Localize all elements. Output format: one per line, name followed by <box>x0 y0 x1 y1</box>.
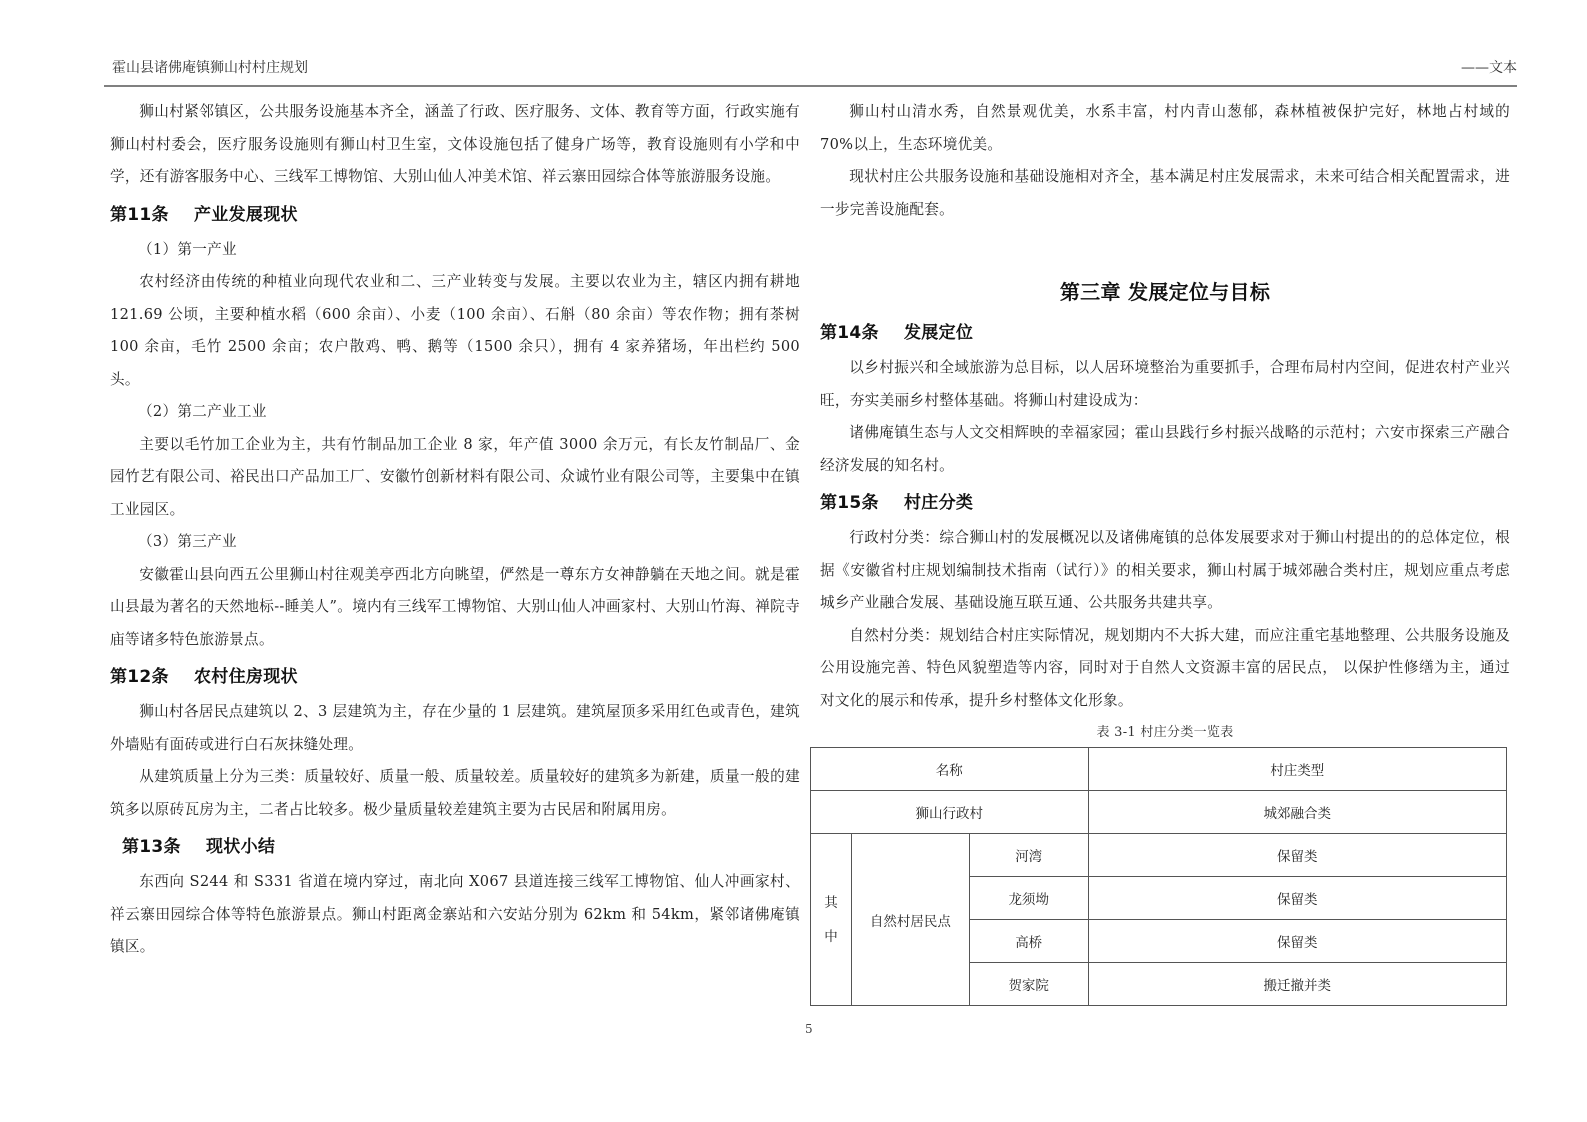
article-number: 第12条 <box>110 667 169 687</box>
table-header-row <box>811 748 1507 791</box>
article-title: 现状小结 <box>206 837 276 857</box>
paragraph: 以乡村振兴和全域旅游为总目标，以人居环境整治为重要抓手，合理布局村内空间，促进农村产业兴旺，夯实美丽乡村整体基础。将狮山村建设成为： <box>820 359 1510 409</box>
table-row <box>811 834 1507 877</box>
paragraph: 狮山村山清水秀，自然景观优美，水系丰富，村内青山葱郁，森林植被保护完好，林地占村域的 70%以上，生态环境优美。 <box>820 103 1510 153</box>
table-cell-type: 保留类 <box>1088 834 1506 877</box>
paragraph: 现状村庄公共服务设施和基础设施相对齐全，基本满足村庄发展需求，未来可结合相关配置需求，进一步完善设施配套。 <box>820 168 1510 218</box>
article-number: 第13条 <box>122 837 181 857</box>
table-caption: 表 3-1 村庄分类一览表 <box>1096 725 1234 740</box>
article-13-heading <box>110 830 800 864</box>
article-title: 农村住房现状 <box>194 667 298 687</box>
article-title: 发展定位 <box>904 323 974 343</box>
subheading-tertiary-industry: （3）第三产业 <box>138 533 237 550</box>
paragraph: 诸佛庵镇生态与人文交相辉映的幸福家园；霍山县践行乡村振兴战略的示范村；六安市探索三产融合经济发展的知名村。 <box>820 424 1510 474</box>
article-number: 第15条 <box>820 493 879 513</box>
table-cell-name: 高桥 <box>969 920 1088 963</box>
paragraph: 东西向 S244 和 S331 省道在境内穿过，南北向 X067 县道连接三线军工博物馆、仙人冲画家村、祥云寨田园综合体等特色旅游景点。狮山村距离金寨站和六安站分别为 62km 和 54km，紧邻诸佛庵镇镇区。 <box>110 873 800 955</box>
article-title: 产业发展现状 <box>194 204 298 225</box>
paragraph: 安徽霍山县向西五公里狮山村往观美亭西北方向眺望，俨然是一尊东方女神静躺在天地之间。就是霍山县最为著名的天然地标--睡美人”。境内有三线军工博物馆、大别山仙人冲画家村、大别山竹海、禅院寺庙等诸多特色旅游景点。 <box>110 565 800 648</box>
intro-paragraph: 狮山村紧邻镇区，公共服务设施基本齐全，涵盖了行政、医疗服务、文体、教育等方面，行政实施有狮山村村委会，医疗服务设施则有狮山村卫生室，文体设施包括了健身广场等，教育设施则有小学和中学，还有游客服务中心、三线军工博物馆、大别山仙人冲美术馆、祥云寨田园综合体等旅游服务设施。 <box>110 103 800 185</box>
subheading-secondary-industry: （2）第二产业工业 <box>138 403 267 420</box>
table-cell-name: 河湾 <box>969 834 1088 877</box>
table-cell-name: 贺家院 <box>969 963 1088 1006</box>
article-14-heading <box>820 316 1510 350</box>
article-number: 第14条 <box>820 323 879 343</box>
table-cell-group-label <box>811 834 852 1006</box>
table-header-cell: 名称 <box>811 748 1089 791</box>
article-11-heading <box>110 198 800 232</box>
right-column <box>820 96 1510 747</box>
page-number: 5 <box>805 1022 813 1036</box>
paragraph: 自然村分类：规划结合村庄实际情况，规划期内不大拆大建，而应注重宅基地整理、公共服务设施及公用设施完善、特色风貌塑造等内容，同时对于自然人文资源丰富的居民点， 以保护性修缮为主，通过对文化的展示和传承，提升乡村整体文化形象。 <box>820 626 1510 709</box>
paragraph: 行政村分类：综合狮山村的发展概况以及诸佛庵镇的总体发展要求对于狮山村提出的的总体定位，根据《安徽省村庄规划编制技术指南（试行）》的相关要求，狮山村属于城郊融合类村庄，规划应重点考虑城乡产业融合发展、基础设施互联互通、公共服务共建共享。 <box>820 529 1510 611</box>
running-header-title: 霍山县诸佛庵镇狮山村村庄规划 <box>112 60 308 76</box>
table-cell-natural-label: 自然村居民点 <box>851 834 969 1006</box>
article-12-heading <box>110 660 800 694</box>
table-cell-type: 搬迁撤并类 <box>1088 963 1506 1006</box>
table-header-cell: 村庄类型 <box>1088 748 1506 791</box>
paragraph: 狮山村各居民点建筑以 2、3 层建筑为主，存在少量的 1 层建筑。建筑屋顶多采用红色或青色，建筑外墙贴有面砖或进行白石灰抹缝处理。 <box>110 703 800 753</box>
group-label-char: 中 <box>824 928 838 945</box>
group-label-char: 其 <box>824 894 838 911</box>
header-rule <box>104 85 1517 87</box>
paragraph: 从建筑质量上分为三类：质量较好、质量一般、质量较差。质量较好的建筑多为新建，质量一般的建筑多以原砖瓦房为主，二者占比较多。极少量质量较差建筑主要为古民居和附属用房。 <box>110 768 800 818</box>
left-column <box>110 96 800 964</box>
running-header-doc-type: ——文本 <box>1461 60 1517 76</box>
chapter-title: 第三章 发展定位与目标 <box>1059 280 1271 304</box>
village-classification-table <box>810 747 1507 1006</box>
article-title: 村庄分类 <box>904 493 974 513</box>
table-row <box>811 791 1507 834</box>
table-cell-name: 龙须坳 <box>969 877 1088 920</box>
article-15-heading <box>820 486 1510 520</box>
table-cell-type: 城郊融合类 <box>1088 791 1506 834</box>
paragraph: 农村经济由传统的种植业向现代农业和二、三产业转变与发展。主要以农业为主，辖区内拥有耕地 121.69 公顷，主要种植水稻（600 余亩）、小麦（100 余亩）、石斛（80 余亩）等农作物；拥有茶树 100 余亩，毛竹 2500 余亩；农户散鸡、鸭、鹅等（1500 余只），拥有 4 家养猪场，年出栏约 500 头。 <box>110 273 800 388</box>
paragraph: 主要以毛竹加工企业为主，共有竹制品加工企业 8 家，年产值 3000 余万元，有长友竹制品厂、金园竹艺有限公司、裕民出口产品加工厂、安徽竹创新材料有限公司、众诚竹业有限公司等，主要集中在镇工业园区。 <box>110 435 800 518</box>
table-cell-type: 保留类 <box>1088 877 1506 920</box>
table-cell-name: 狮山行政村 <box>811 791 1089 834</box>
article-number: 第11条 <box>110 204 169 225</box>
subheading-primary-industry: （1）第一产业 <box>138 240 237 258</box>
table-cell-type: 保留类 <box>1088 920 1506 963</box>
